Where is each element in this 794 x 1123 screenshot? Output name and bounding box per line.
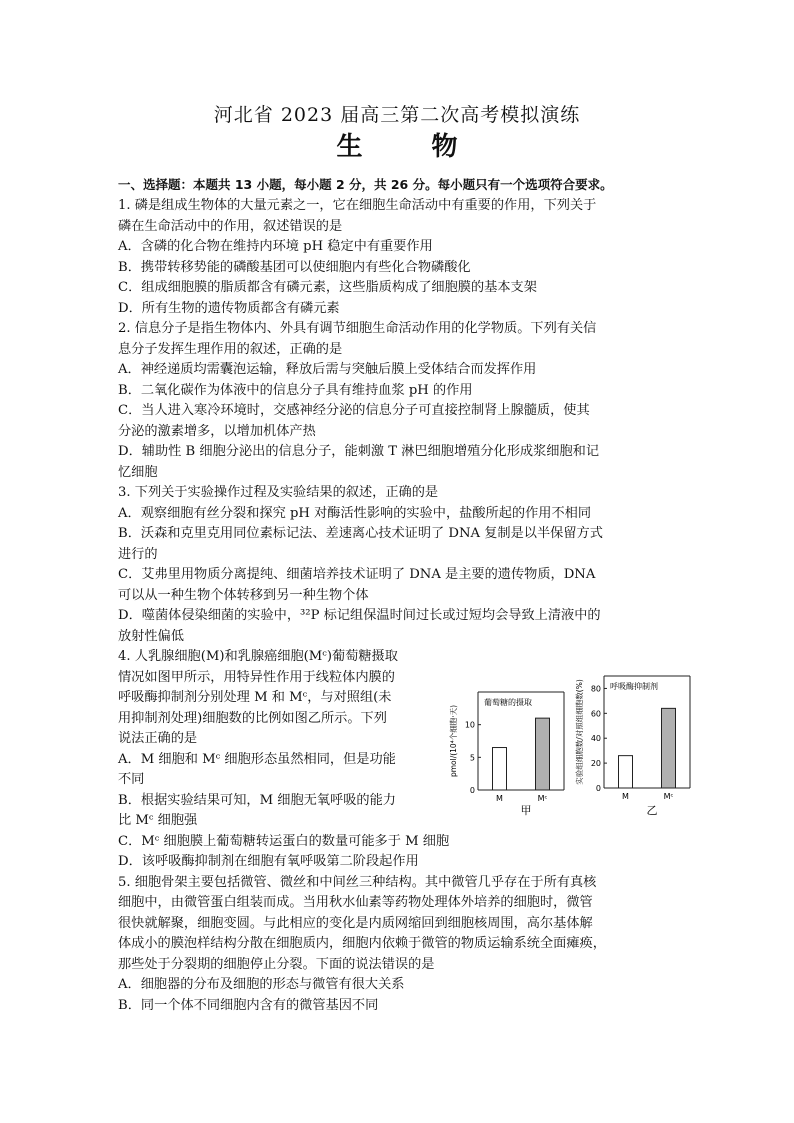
text-line: B．携带转移势能的磷酸基团可以使细胞内有些化合物磷酸化 (118, 259, 471, 275)
text-line: B．根据实验结果可知，M 细胞无氧呼吸的能力 (118, 792, 396, 808)
text-line: A．观察细胞有丝分裂和探究 pH 对酶活性影响的实验中，盐酸所起的作用不相同 (118, 505, 592, 521)
chart-caption: 甲 (520, 804, 532, 817)
text-line: D．该呼吸酶抑制剂在细胞有氧呼吸第二阶段起作用 (118, 854, 419, 869)
bar-mc (662, 708, 676, 788)
x-tick-label: M (622, 792, 629, 801)
text-line: 息分子发挥生理作用的叙述，正确的是 (118, 341, 343, 357)
text-line: 可以从一种生物个体转移到另一种生物个体 (118, 587, 369, 603)
text-line: A．含磷的化合物在维持内环境 pH 稳定中有重要作用 (118, 239, 433, 254)
x-tick-label: M (496, 794, 503, 803)
bar-mc (536, 718, 550, 790)
text-line: 进行的 (118, 546, 158, 562)
text-line: 1. 磷是组成生物体的大量元素之一，它在细胞生命活动中有重要的作用，下列关于 (118, 198, 597, 213)
text-line: A．神经递质均需囊泡运输，释放后需与突触后膜上受体结合而发挥作用 (118, 362, 537, 377)
text-line: 说法正确的是 (118, 731, 198, 746)
text-line: 很快就解聚，细胞变圆。与此相应的变化是内质网缩回到细胞核周围，高尔基体解 (118, 915, 593, 931)
text-line: 用抑制剂处理)细胞数的比例如图乙所示。下列 (118, 710, 387, 726)
text-line: 细胞中，由微管蛋白组装而成。当用秋水仙素等药物处理体外培养的细胞时，微管 (118, 895, 593, 910)
text-line: D．辅助性 B 细胞分泌出的信息分子，能刺激 T 淋巴细胞增殖分化形成浆细胞和记 (118, 444, 600, 459)
text-line: D．噬菌体侵染细菌的实验中，³²P 标记组保温时间过长或过短均会导致上清液中的 (118, 608, 601, 623)
bar-m (619, 756, 633, 788)
text-line: 磷在生命活动中的作用，叙述错误的是 (118, 218, 343, 234)
y-tick-label: 0 (595, 784, 601, 793)
y-tick-label: 60 (590, 709, 601, 719)
text-line: A．细胞器的分布及细胞的形态与微管有很大关系 (118, 977, 405, 992)
text-line: 4. 人乳腺细胞(M)和乳腺癌细胞(Mᶜ)葡萄糖摄取 (118, 649, 398, 664)
y-tick-label: 10 (464, 720, 475, 730)
text-line: 5. 细胞骨架主要包括微管、微丝和中间丝三种结构。其中微管几乎存在于所有真核 (118, 874, 597, 890)
y-tick-label: 5 (469, 753, 475, 763)
text-line: C．艾弗里用物质分离提纯、细菌培养技术证明了 DNA 是主要的遗传物质，DNA (118, 567, 596, 582)
y-tick-label: 40 (590, 734, 601, 744)
x-tick-label: Mᶜ (537, 794, 548, 803)
text-line: B．二氧化碳作为体液中的信息分子具有维持血浆 pH 的作用 (118, 382, 473, 398)
text-line: 呼吸酶抑制剂分别处理 M 和 Mᶜ，与对照组(未 (118, 690, 392, 705)
text-line: C．组成细胞膜的脂质都含有磷元素，这些脂质构成了细胞膜的基本支架 (118, 280, 537, 295)
section-heading: 一、选择题：本题共 13 小题，每小题 2 分，共 26 分。每小题只有一个选项符合要求。 (118, 177, 613, 192)
text-line: 忆细胞 (118, 464, 158, 480)
exam-title: 河北省 2023 届高三第二次高考模拟演练 (213, 104, 581, 126)
chart-jia (446, 672, 576, 826)
text-line: B．沃森和克里克用同位素标记法、差速离心技术证明了 DNA 复制是以半保留方式 (118, 526, 603, 541)
chart-jia-svg (446, 672, 576, 822)
text-line: 2. 信息分子是指生物体内、外具有调节细胞生命活动作用的化学物质。下列有关信 (118, 321, 597, 336)
bar-m (493, 748, 507, 790)
text-line: 体成小的膜泡样结构分散在细胞质内，细胞内依赖于微管的物质运输系统全面瘫痪， (118, 936, 606, 951)
chart-legend: 呼吸酶抑制剂 (610, 682, 658, 691)
y-tick-label: 80 (590, 684, 601, 694)
text-line: 那些处于分裂期的细胞停止分裂。下面的说法错误的是 (118, 956, 435, 972)
text-line: 放射性偏低 (118, 628, 184, 644)
y-tick-label: 0 (469, 786, 475, 795)
subject-title: 生 物 (336, 132, 488, 162)
text-line: 比 Mᶜ 细胞强 (118, 813, 198, 828)
chart-yi-svg (572, 658, 702, 820)
chart-legend: 葡萄糖的摄取 (484, 698, 532, 707)
x-tick-label: Mᶜ (663, 792, 674, 801)
text-line: 情况如图甲所示，用特异性作用于线粒体内膜的 (118, 669, 395, 685)
y-tick-label: 20 (590, 759, 601, 769)
text-line: 分泌的激素增多，以增加机体产热 (118, 423, 316, 439)
text-line: 3. 下列关于实验操作过程及实验结果的叙述，正确的是 (118, 485, 439, 500)
text-line: A．M 细胞和 Mᶜ 细胞形态虽然相同，但是功能 (118, 751, 396, 767)
text-line: C．当人进入寒冷环境时，交感神经分泌的信息分子可直接控制肾上腺髓质，使其 (118, 403, 590, 418)
chart-yi (572, 658, 702, 824)
chart-caption: 乙 (646, 804, 658, 817)
text-line: D．所有生物的遗传物质都含有磷元素 (118, 300, 340, 316)
y-axis-label: 实验组细胞数/对照组细胞数(%) (575, 679, 584, 785)
text-line: C．Mᶜ 细胞膜上葡萄糖转运蛋白的数量可能多于 M 细胞 (118, 833, 450, 849)
text-line: 不同 (118, 772, 145, 787)
text-line: B．同一个体不同细胞内含有的微管基因不同 (118, 997, 379, 1013)
y-axis-label: pmol/(10⁴个细胞·天) (449, 704, 458, 778)
